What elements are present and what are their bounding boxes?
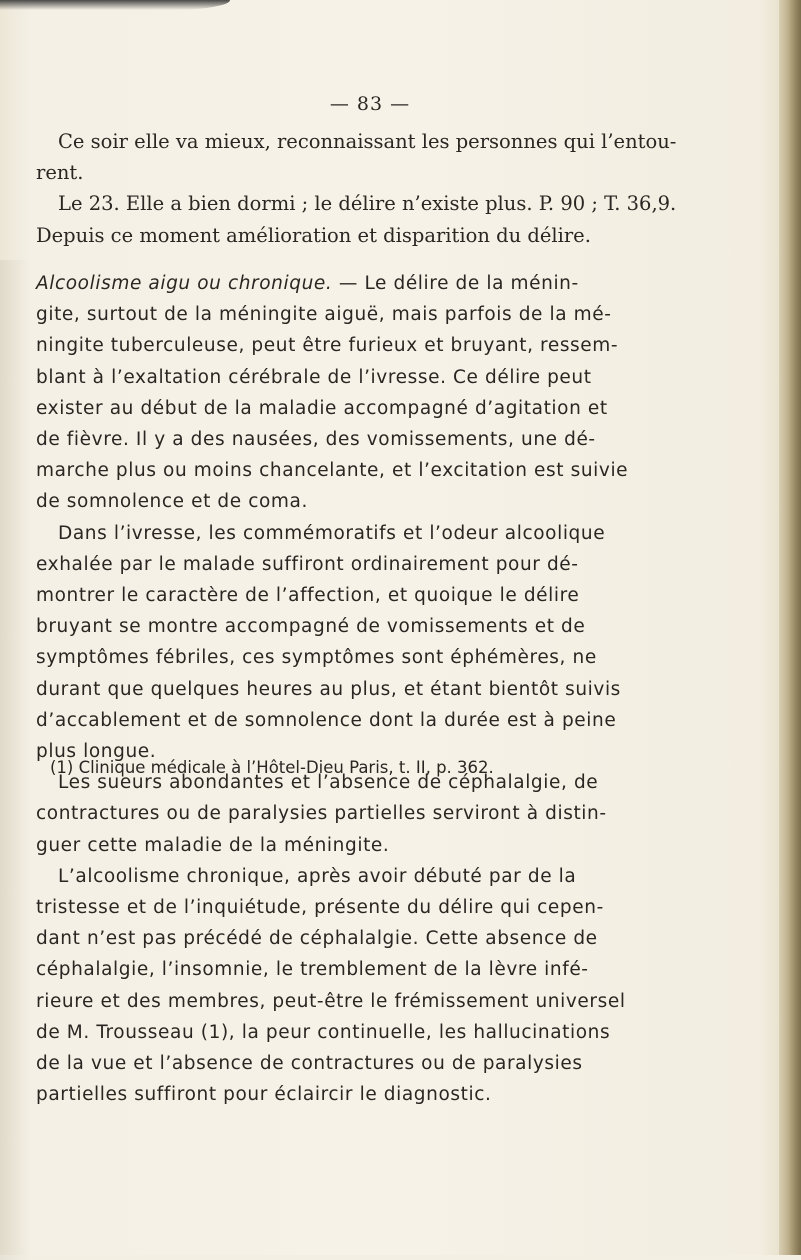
text-line: de la vue et l’absence de contractures ou de paralysies [36,1053,583,1075]
page-shadow [0,260,30,1260]
text-line: rieure et des membres, peut-être le frémissement universel [36,990,626,1012]
text-line: céphalalgie, l’insomnie, le tremblement de la lèvre infé- [36,959,589,981]
text-line: montrer le caractère de l’affection, et quoique le délire [36,585,580,607]
text-line: Le 23. Elle a bien dormi ; le délire n’existe plus. P. 90 ; T. 36,9. [58,192,677,216]
text-line: plus longue. [36,741,157,763]
text-line: contractures ou de paralysies partielles serviront à distin- [36,803,607,825]
text-line: de fièvre. Il y a des nausées, des vomissements, une dé- [36,429,596,451]
section-heading-line [36,268,676,299]
text-line: Depuis ce moment amélioration et disparition du délire. [36,223,591,247]
page-top-edge [0,0,230,10]
text-line: ningite tuberculeuse, peut être furieux et bruyant, ressem- [36,335,619,357]
section-title: Alcoolisme aigu ou chronique. [36,273,333,294]
text-line: Dans l’ivresse, les commémoratifs et l’odeur alcoolique [58,522,606,544]
text-line: Les sueurs abondantes et l’absence de céphalalgie, de [58,772,599,794]
text-line: bruyant se montre accompagné de vomissements et de [36,616,586,638]
text-line: exhalée par le malade suffiront ordinairement pour dé- [36,553,579,575]
text-line: de somnolence et de coma. [36,491,308,513]
text-line: Ce soir elle va mieux, reconnaissant les personnes qui l’entou- [58,130,677,153]
text-line: marche plus ou moins chancelante, et l’excitation est suivie [36,460,629,482]
text-line: durant que quelques heures au plus, et étant bientôt suivis [36,678,621,700]
alcoholism-section [36,268,676,1110]
case-notes [36,126,676,251]
text-line: de M. Trousseau (1), la peur continuelle, les hallucinations [36,1021,611,1043]
text-line: rent. [36,161,84,185]
text-line: gite, surtout de la méningite aiguë, mais parfois de la mé- [36,304,612,326]
text-line: partielles suffiront pour éclaircir le diagnostic. [36,1084,492,1106]
text-line: tristesse et de l’inquiétude, présente du délire qui cepen- [36,897,604,919]
text-line: symptômes fébriles, ces symptômes sont éphémères, ne [36,647,597,669]
section-title-rest: — Le délire de la ménin- [338,273,579,294]
text-line: exister au début de la maladie accompagné d’agitation et [36,397,608,419]
book-spine-edge [779,0,801,1255]
footnote: (1) Clinique médicale à l’Hôtel-Dieu Paris, t. II, p. 362. [50,758,494,777]
page-number: — 83 — [329,93,411,115]
text-line: d’accablement et de somnolence dont la durée est à peine [36,709,617,731]
text-line: blant à l’exaltation cérébrale de l’ivresse. Ce délire peut [36,366,592,388]
text-line: L’alcoolisme chronique, après avoir débuté par de la [58,865,577,887]
text-line: dant n’est pas précédé de céphalalgie. Cette absence de [36,928,598,950]
text-line: guer cette maladie de la méningite. [36,834,390,856]
